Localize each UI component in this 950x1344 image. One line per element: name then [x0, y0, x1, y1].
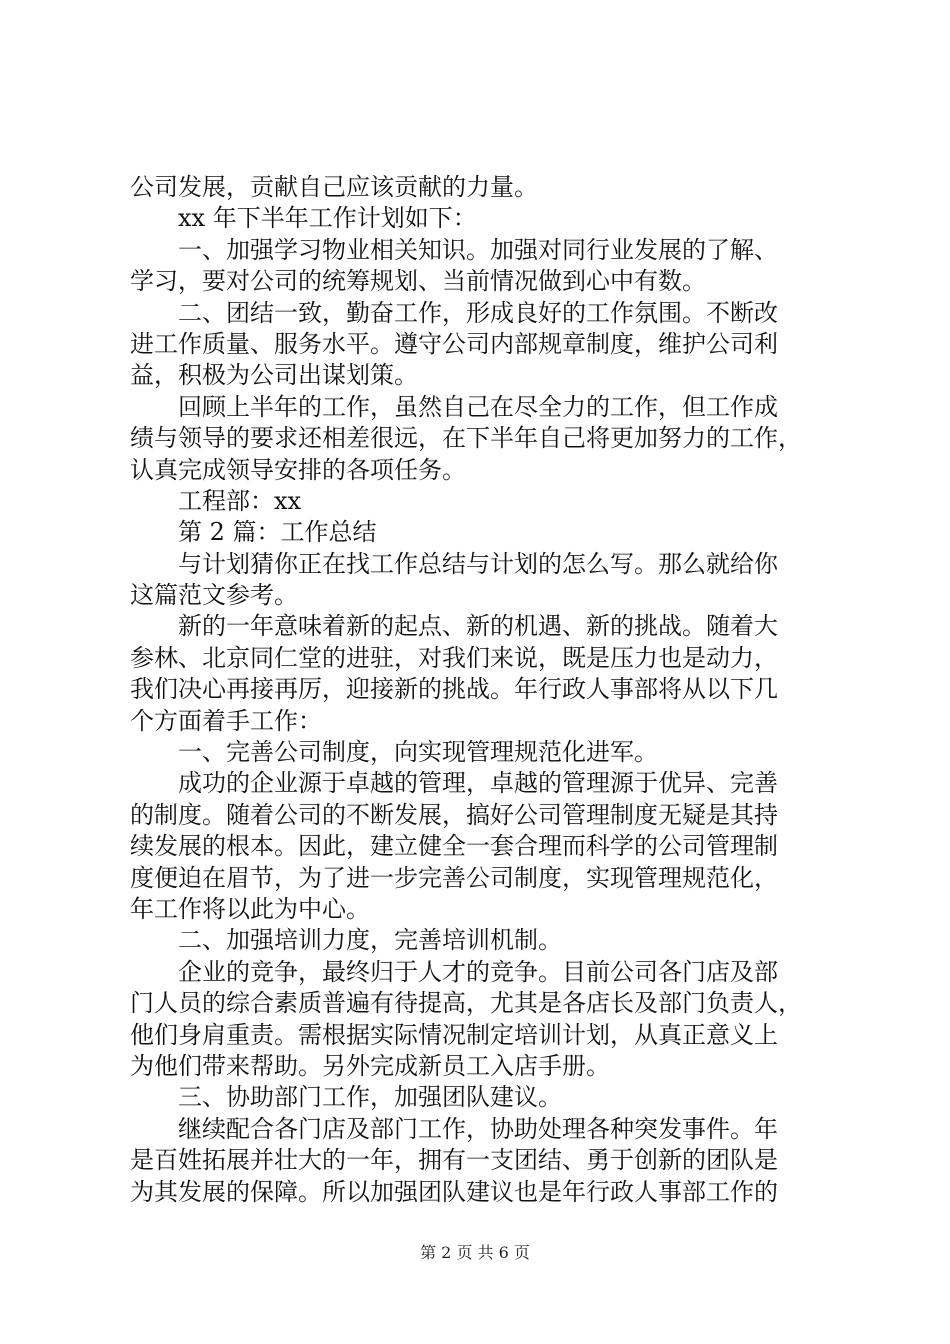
text-line: 新的一年意味着新的起点、新的机遇、新的挑战。随着大	[178, 612, 778, 641]
text-line: 是百姓拓展并壮大的一年，拥有一支团结、勇于创新的团队是	[130, 1146, 778, 1175]
text-line: 为其发展的保障。所以加强团队建议也是年行政人事部工作的	[130, 1177, 778, 1206]
text-line: 续发展的根本。因此，建立健全一套合理而科学的公司管理制	[130, 832, 778, 861]
text-line: 为他们带来帮助。另外完成新员工入店手册。	[130, 1051, 610, 1080]
text-line: 年工作将以此为中心。	[130, 894, 370, 923]
text-line: 个方面着手工作：	[130, 706, 322, 735]
text-line: 三、协助部门工作，加强团队建议。	[178, 1083, 562, 1112]
text-line: 一、加强学习物业相关知识。加强对同行业发展的了解、	[178, 235, 778, 264]
text-line: 企业的竞争，最终归于人才的竞争。目前公司各门店及部	[178, 957, 778, 986]
text-line: 回顾上半年的工作，虽然自己在尽全力的工作，但工作成	[178, 392, 778, 421]
text-line: xx 年下半年工作计划如下：	[178, 204, 477, 233]
text-line: 二、加强培训力度，完善培训机制。	[178, 926, 562, 955]
text-line: 进工作质量、服务水平。遵守公司内部规章制度，维护公司利	[130, 329, 778, 358]
text-line: 一、完善公司制度，向实现管理规范化进军。	[178, 738, 658, 767]
text-line: 他们身肩重责。需根据实际情况制定培训计划，从真正意义上	[130, 1020, 778, 1049]
text-line: 学习，要对公司的统筹规划、当前情况做到心中有数。	[130, 267, 706, 296]
text-line: 继续配合各门店及部门工作，协助处理各种突发事件。年	[178, 1114, 778, 1143]
text-line: 二、团结一致，勤奋工作，形成良好的工作氛围。不断改	[178, 298, 778, 327]
text-line: 度便迫在眉节，为了进一步完善公司制度，实现管理规范化，	[130, 863, 778, 892]
document-body	[130, 172, 830, 1208]
text-line: 工程部：xx	[178, 486, 302, 515]
text-line: 认真完成领导安排的各项任务。	[130, 455, 466, 484]
text-line: 的制度。随着公司的不断发展，搞好公司管理制度无疑是其持	[130, 800, 778, 829]
text-line: 公司发展，贡献自己应该贡献的力量。	[130, 173, 538, 201]
text-line: 门人员的综合素质普遍有待提高，尤其是各店长及部门负责人，	[130, 989, 802, 1018]
text-line: 成功的企业源于卓越的管理，卓越的管理源于优异、完善	[178, 769, 778, 798]
text-line: 参林、北京同仁堂的进驻，对我们来说，既是压力也是动力，	[130, 643, 778, 672]
page-number-label: 第 2 页 共 6 页	[420, 1243, 530, 1262]
text-line: 第 2 篇：工作总结	[178, 518, 377, 547]
text-line: 益，积极为公司出谋划策。	[130, 361, 418, 390]
text-line: 绩与领导的要求还相差很远，在下半年自己将更加努力的工作，	[130, 424, 802, 453]
text-line: 这篇范文参考。	[130, 581, 298, 610]
page-footer	[0, 1243, 950, 1263]
text-line: 我们决心再接再厉，迎接新的挑战。年行政人事部将从以下几	[130, 675, 778, 704]
text-line: 与计划猜你正在找工作总结与计划的怎么写。那么就给你	[178, 549, 778, 578]
